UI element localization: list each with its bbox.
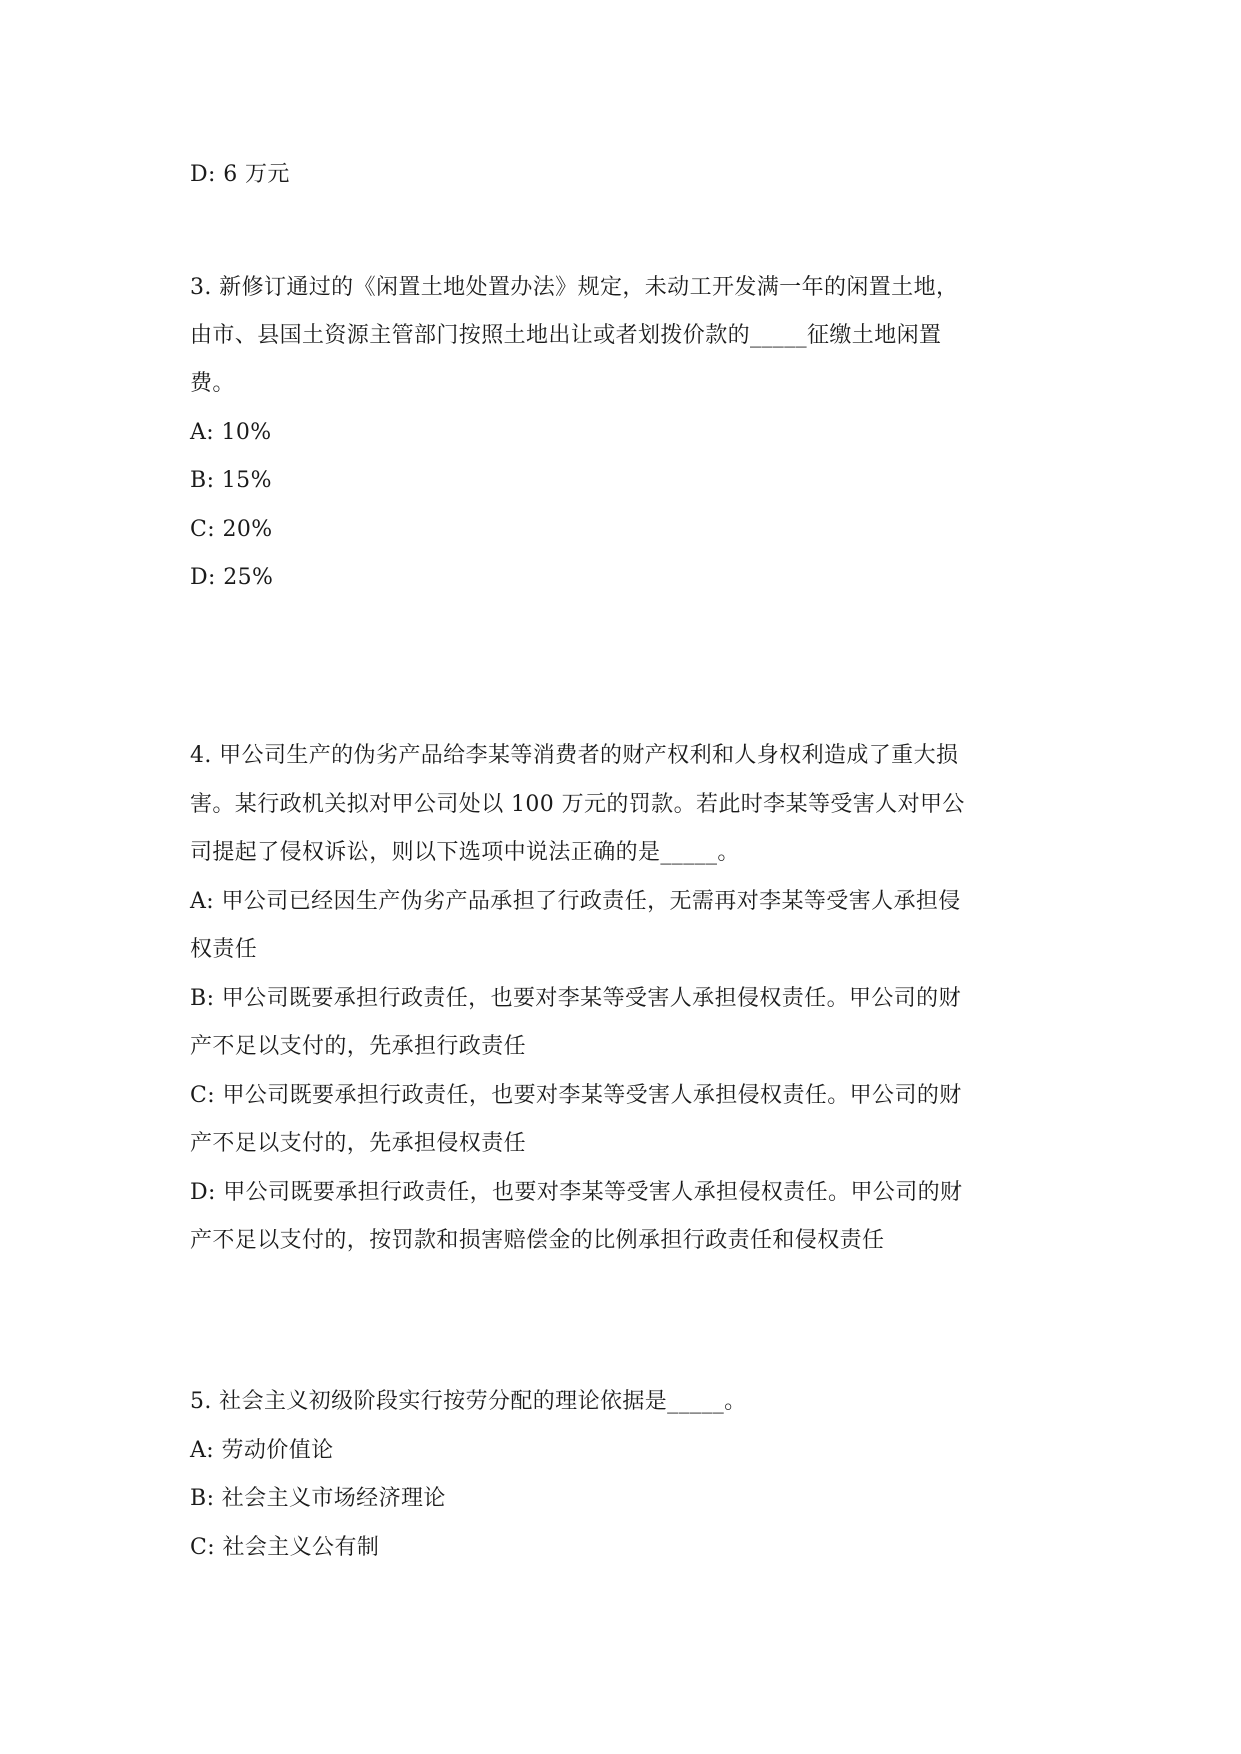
question-4-option-d-line: D: 甲公司既要承担行政责任，也要对李某等受害人承担侵权责任。甲公司的财 — [190, 1180, 963, 1205]
question-4-option-a-line: A: 甲公司已经因生产伪劣产品承担了行政责任，无需再对李某等受害人承担侵 — [190, 889, 961, 914]
question-3-option-a: A: 10% — [190, 420, 272, 445]
question-3-option-b: B: 15% — [190, 468, 272, 493]
question-4-option-b-line: B: 甲公司既要承担行政责任，也要对李某等受害人承担侵权责任。甲公司的财 — [190, 986, 961, 1011]
question-5-option-b: B: 社会主义市场经济理论 — [190, 1486, 446, 1511]
prev-question-option-d: D: 6 万元 — [190, 162, 290, 187]
question-5-option-a: A: 劳动价值论 — [190, 1438, 334, 1463]
question-3-stem-line: 3. 新修订通过的《闲置土地处置办法》规定，未动工开发满一年的闲置土地， — [190, 275, 959, 300]
question-4-option-a-line: 权责任 — [190, 937, 258, 962]
question-5-stem-line: 5. 社会主义初级阶段实行按劳分配的理论依据是_____。 — [190, 1389, 747, 1414]
question-3-option-d: D: 25% — [190, 565, 274, 590]
question-4-option-c-line: C: 甲公司既要承担行政责任，也要对李某等受害人承担侵权责任。甲公司的财 — [190, 1083, 962, 1108]
question-4-option-d-line: 产不足以支付的，按罚款和损害赔偿金的比例承担行政责任和侵权责任 — [190, 1228, 885, 1253]
question-4-stem-line: 司提起了侵权诉讼，则以下选项中说法正确的是_____。 — [190, 840, 740, 865]
question-4-option-b-line: 产不足以支付的，先承担行政责任 — [190, 1034, 527, 1059]
question-5-option-c: C: 社会主义公有制 — [190, 1535, 380, 1560]
question-4-stem-line: 害。某行政机关拟对甲公司处以 100 万元的罚款。若此时李某等受害人对甲公 — [190, 792, 965, 817]
question-3-stem-line: 费。 — [190, 371, 235, 396]
question-4-option-c-line: 产不足以支付的，先承担侵权责任 — [190, 1131, 527, 1156]
question-3-option-c: C: 20% — [190, 517, 273, 542]
question-3-stem-line: 由市、县国土资源主管部门按照土地出让或者划拨价款的_____征缴土地闲置 — [190, 323, 942, 348]
question-4-stem-line: 4. 甲公司生产的伪劣产品给李某等消费者的财产权利和人身权利造成了重大损 — [190, 743, 959, 768]
